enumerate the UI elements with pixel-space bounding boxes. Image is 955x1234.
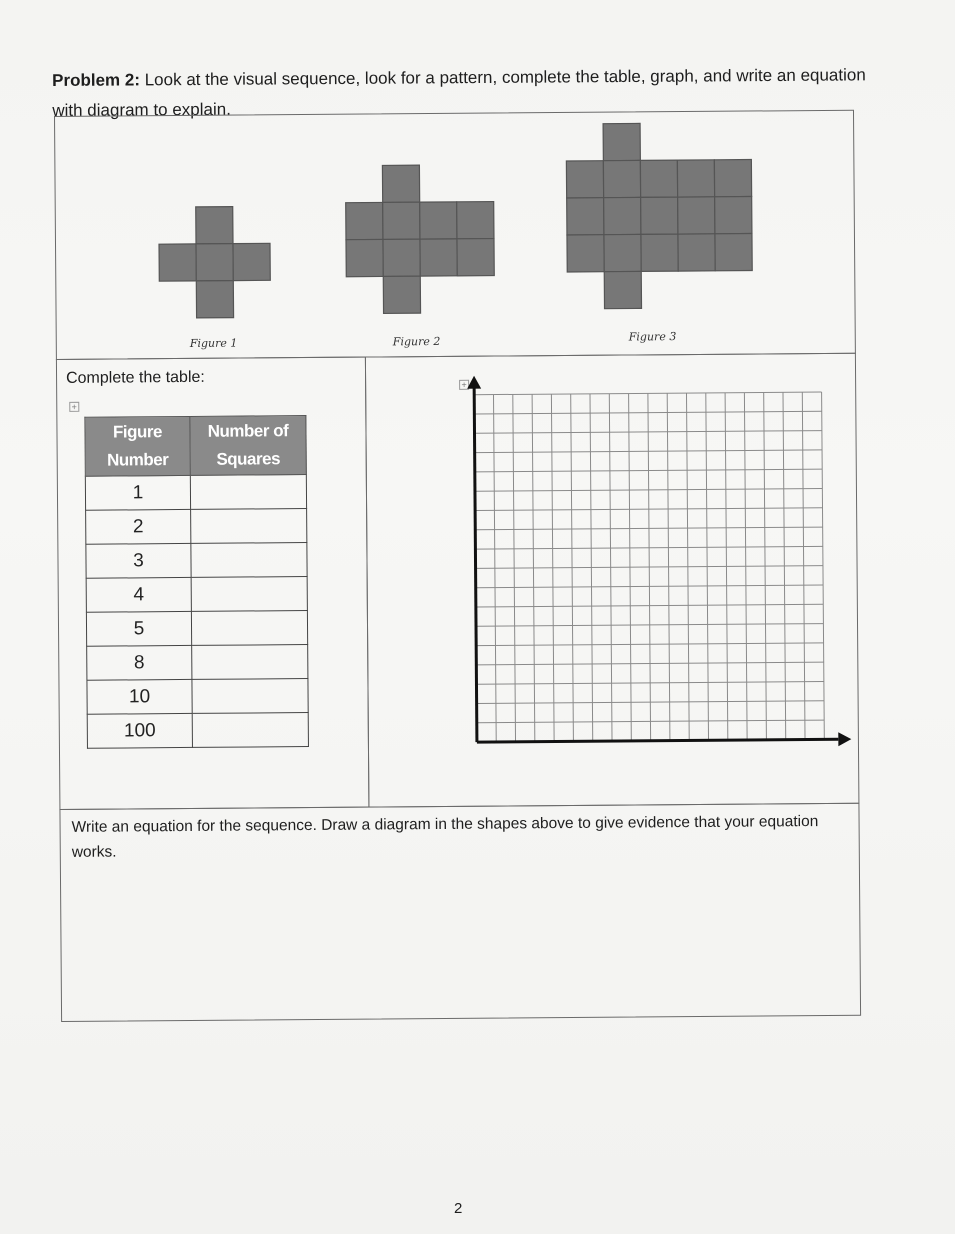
figure-square [641, 234, 678, 271]
figure-square [640, 160, 677, 197]
figure-square [715, 234, 752, 271]
figure-1 [159, 206, 271, 318]
table-row [85, 475, 306, 511]
figure-square [567, 198, 604, 235]
number-of-squares-cell[interactable] [191, 611, 307, 646]
figure-sequence [54, 110, 856, 360]
coordinate-grid[interactable] [456, 372, 859, 765]
figure-square [603, 160, 640, 197]
table-row [87, 679, 308, 715]
figure-1-label: Figure 1 [189, 336, 238, 350]
figure-number-cell: 1 [85, 475, 190, 510]
figure-number-cell: 4 [86, 577, 191, 612]
figure-square [457, 202, 494, 239]
figure-number-cell: 8 [87, 645, 192, 680]
number-of-squares-cell[interactable] [191, 543, 307, 578]
table-row [86, 509, 307, 545]
figure-3-label: Figure 3 [628, 330, 677, 344]
page-number: 2 [454, 1200, 463, 1217]
figure-square [346, 239, 383, 276]
header-figure-number: Figure Number [85, 416, 190, 476]
figure-square [604, 234, 641, 271]
header-number-of-squares: Number of Squares [190, 416, 306, 476]
figure-square [567, 235, 604, 272]
figure-square [383, 202, 420, 239]
number-of-squares-cell[interactable] [191, 577, 307, 612]
figure-square [566, 161, 603, 198]
table-title: Complete the table: [65, 368, 205, 387]
y-axis-arrow-icon [467, 376, 481, 389]
sequence-table [84, 415, 309, 749]
figure-number-cell: 3 [86, 543, 191, 578]
figure-square [457, 239, 494, 276]
figure-square [678, 197, 715, 234]
y-axis [474, 381, 477, 742]
figure-3 [566, 123, 752, 309]
number-of-squares-cell[interactable] [192, 713, 308, 748]
problem-label: Problem 2: [52, 70, 141, 90]
number-of-squares-cell[interactable] [190, 475, 306, 510]
figure-square [678, 234, 715, 271]
number-of-squares-cell[interactable] [192, 679, 308, 714]
figure-square [715, 197, 752, 234]
table-row [87, 713, 308, 749]
figure-square [196, 207, 233, 244]
figure-square [382, 165, 419, 202]
figure-square [383, 239, 420, 276]
table-row [86, 577, 307, 613]
figure-square [714, 160, 751, 197]
figure-square [641, 197, 678, 234]
number-of-squares-cell[interactable] [192, 645, 308, 680]
problem-text: Look at the visual sequence, look for a pattern, complete the table, graph, and write an equation with diagram to explain. [52, 65, 866, 120]
figure-square [383, 276, 420, 313]
figure-number-cell: 5 [86, 611, 191, 646]
figure-2 [345, 165, 494, 314]
figure-2-label: Figure 2 [392, 334, 441, 349]
figure-square [420, 202, 457, 239]
number-of-squares-cell[interactable] [191, 509, 307, 544]
graph-move-handle-icon[interactable]: + [459, 380, 469, 390]
x-axis [477, 739, 838, 742]
worksheet-frame [54, 110, 861, 1022]
figure-square [159, 244, 196, 281]
table-row [87, 645, 308, 681]
x-axis-arrow-icon [838, 732, 851, 746]
figure-number-cell: 10 [87, 679, 192, 714]
figure-number-cell: 2 [86, 509, 191, 544]
equation-prompt: Write an equation for the sequence. Draw a diagram in the shapes above to give evidence that your equation works. [71, 813, 819, 861]
figure-square [604, 271, 641, 308]
figure-square [346, 202, 383, 239]
figure-number-cell: 100 [87, 713, 192, 748]
figure-square [420, 239, 457, 276]
figure-square [196, 281, 233, 318]
table-move-handle-icon[interactable]: + [69, 402, 79, 412]
figure-square [196, 244, 233, 281]
figure-square [677, 160, 714, 197]
table-row [86, 611, 307, 647]
table-row [86, 543, 307, 579]
figure-square [233, 243, 270, 280]
figure-square [604, 197, 641, 234]
figure-square [603, 123, 640, 160]
